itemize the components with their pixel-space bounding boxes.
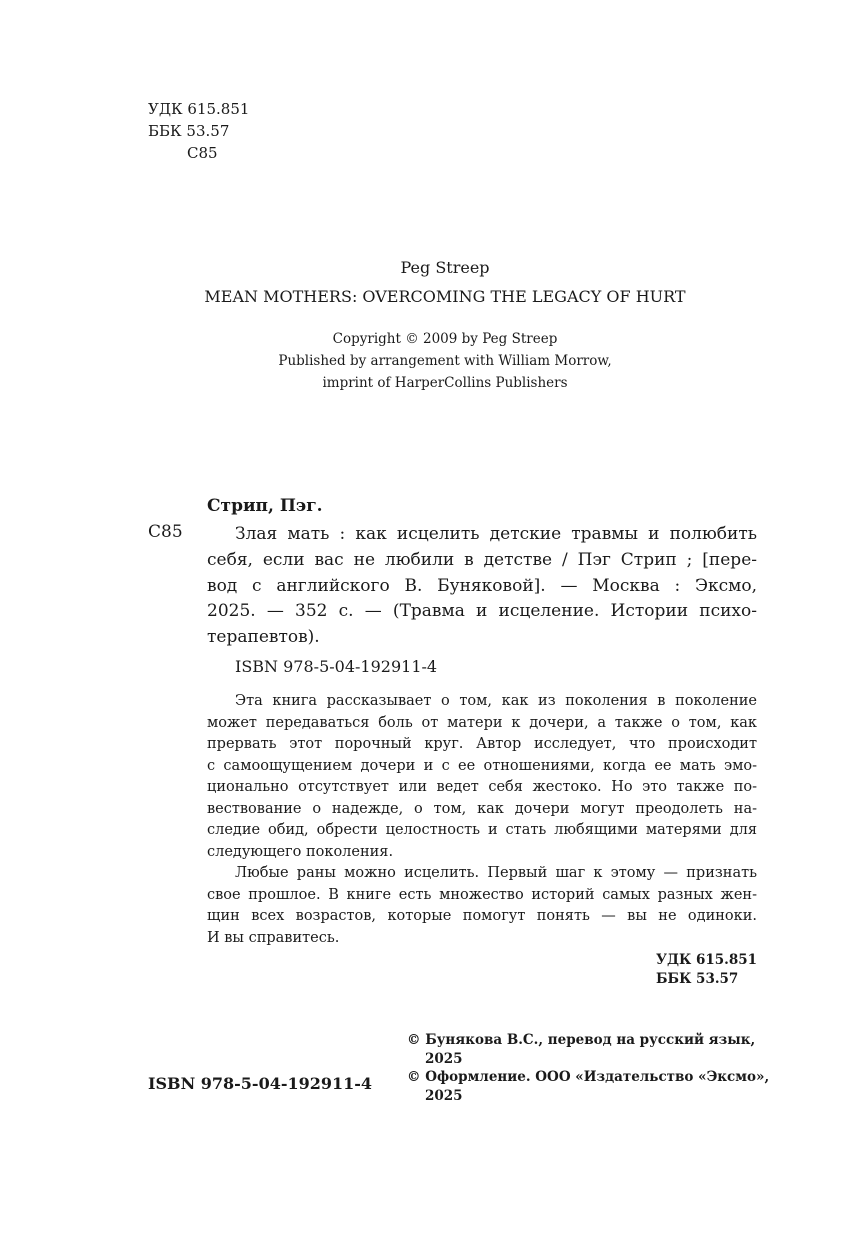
annotation-paragraph-1 <box>207 691 757 863</box>
copyright-line: Copyright © 2009 by Peg Streep <box>332 331 558 347</box>
imprint-line: imprint of HarperCollins Publishers <box>322 375 568 391</box>
design-rights: © Оформление. ООО «Издательство «Эксмо», <box>407 1069 770 1085</box>
text-line: с самоощущением дочери и с ее отношениями, когда ее мать эмо- <box>207 757 757 774</box>
original-title: MEAN MOTHERS: OVERCOMING THE LEGACY OF HURT <box>204 287 686 306</box>
classification-top <box>148 98 249 164</box>
classification-bottom <box>656 951 757 989</box>
text-line: свое прошлое. В книге есть множество историй самых разных жен- <box>207 886 757 903</box>
udk-code-bottom: УДК 615.851 <box>656 952 757 968</box>
text-line: может передаваться боль от матери к дочери, а также о том, как <box>207 714 757 731</box>
bbk-code: ББК 53.57 <box>148 122 230 140</box>
entry-heading: Стрип, Пэг. <box>207 496 323 516</box>
text-line: И вы справитесь. <box>207 929 340 946</box>
translation-rights: © Бунякова В.С., перевод на русский язык, <box>407 1032 756 1048</box>
entry-isbn: ISBN 978-5-04-192911-4 <box>235 657 438 676</box>
text-line: Эта книга рассказывает о том, как из поколения в поколение <box>235 693 757 709</box>
isbn-bottom: ISBN 978-5-04-192911-4 <box>148 1074 373 1093</box>
rights-notice <box>407 1031 769 1105</box>
text-line: Любые раны можно исцелить. Первый шаг к этому — признать <box>235 865 757 881</box>
text-line: терапевтов). <box>207 627 320 648</box>
translation-year: 2025 <box>425 1050 463 1067</box>
original-copyright <box>0 328 844 394</box>
author-sign: С85 <box>187 144 218 162</box>
published-line: Published by arrangement with William Morrow, <box>278 353 612 369</box>
text-line: вод с английского В. Буняковой]. — Москва : Эксмо, <box>207 575 757 596</box>
text-line: следие обид, обрести целостность и стать любящими матерями для <box>207 822 757 838</box>
text-line: следующего поколения. <box>207 843 394 860</box>
text-line: вествование о надежде, о том, как дочери могут преодолеть на- <box>207 800 757 817</box>
original-author: Peg Streep <box>400 258 490 277</box>
text-line: Злая мать : как исцелить детские травмы и полюбить <box>235 524 757 544</box>
design-year: 2025 <box>425 1087 463 1104</box>
text-line: 2025. — 352 с. — (Травма и исцеление. Истории психо- <box>207 601 757 622</box>
bibliographic-description <box>207 522 757 651</box>
text-line: щин всех возрастов, которые помогут понять — вы не одиноки. <box>207 908 757 924</box>
annotation <box>207 691 757 949</box>
entry-code: С85 <box>148 522 183 542</box>
bbk-code-bottom: ББК 53.57 <box>656 971 739 987</box>
annotation-paragraph-2 <box>207 863 757 949</box>
udk-code: УДК 615.851 <box>148 100 250 118</box>
text-line: ционально отсутствует или ведет себя жестоко. Но это также по- <box>207 779 757 795</box>
text-line: себя, если вас не любили в детстве / Пэг Стрип ; [пере- <box>207 549 757 570</box>
text-line: прервать этот порочный круг. Автор исследует, что происходит <box>207 736 757 752</box>
